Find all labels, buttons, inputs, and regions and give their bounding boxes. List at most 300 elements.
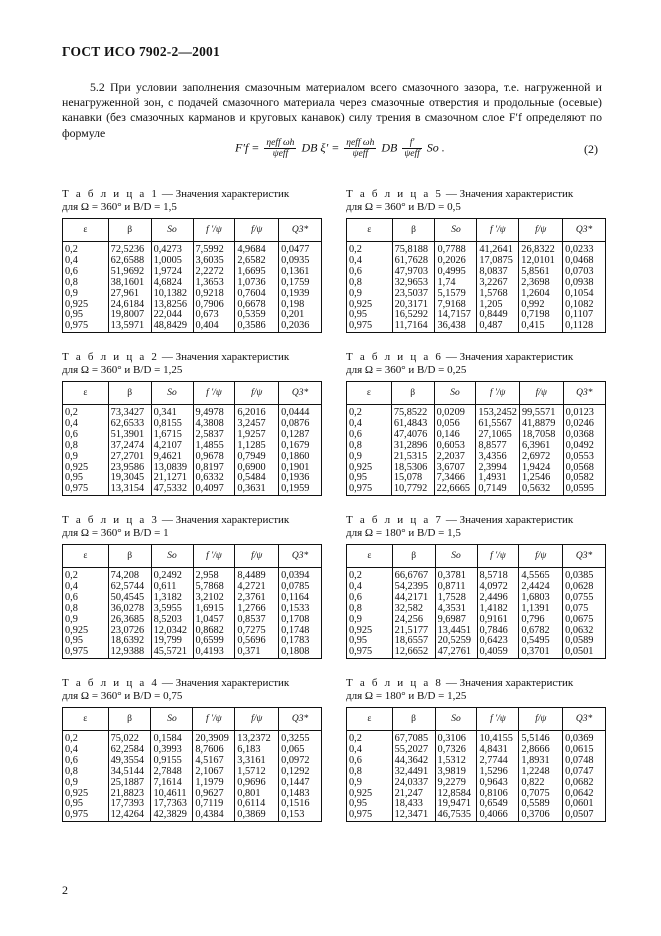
table-cell: 0,975: [347, 484, 392, 495]
table-cell: 0,4995: [435, 267, 477, 278]
table-cell: 8,8577: [476, 441, 520, 452]
table-cell: 3,9819: [435, 767, 477, 778]
table-cell: 0,0589: [563, 636, 606, 647]
table-header-row: [347, 219, 606, 242]
table-cell: 13,8256: [151, 300, 193, 311]
table-header-row: [63, 708, 322, 731]
table-cell: 1,1285: [235, 441, 279, 452]
table-cell: 0,1748: [279, 626, 322, 637]
table-row: [63, 321, 322, 332]
document-header: ГОСТ ИСО 7902-2—2001: [62, 44, 220, 59]
table-cell: 0,9: [63, 778, 109, 789]
table-cell: 12,3471: [392, 810, 435, 821]
table-label: Т а б л и ц а 5: [346, 188, 444, 200]
column-header: f ′/ψ: [193, 219, 235, 242]
table-cell: 0,7788: [435, 242, 477, 256]
table-cell: 2,6972: [519, 452, 563, 463]
table-cell: 0,611: [151, 582, 193, 593]
table-cell: 1,3653: [193, 278, 235, 289]
table-cell: 0,9155: [151, 756, 193, 767]
table-cell: 0,6332: [193, 473, 235, 484]
table-cell: 0,5484: [235, 473, 279, 484]
table-cell: 0,4273: [151, 242, 193, 256]
table-cell: 0,925: [63, 463, 109, 474]
table-cell: 0,1533: [279, 604, 322, 615]
table-cell: 24,256: [392, 615, 435, 626]
column-header: Q3*: [279, 708, 322, 731]
table-cell: 0,9696: [235, 778, 279, 789]
table-cell: 0,975: [63, 810, 109, 821]
table-cell: 0,3255: [279, 731, 322, 745]
table-cell: 0,2492: [151, 568, 193, 582]
column-header: f ′/ψ: [477, 219, 519, 242]
table-cell: 0,4059: [477, 647, 519, 658]
table-row: [347, 441, 606, 452]
table-row: [347, 810, 606, 821]
table-cell: 44,2171: [392, 593, 435, 604]
table-cell: 0,8: [347, 767, 393, 778]
table-cell: 0,95: [63, 636, 109, 647]
table-cell: 0,8682: [193, 626, 235, 637]
table-cell: 18,5306: [391, 463, 434, 474]
table-cell: 45,5721: [151, 647, 193, 658]
table-cell: 6,2016: [235, 405, 279, 419]
column-header: f/ψ: [519, 382, 563, 405]
table-cell: 0,2: [63, 568, 109, 582]
table-cell: 0,4: [63, 582, 109, 593]
table-cell: 0,1783: [279, 636, 322, 647]
table-cell: 32,9653: [392, 278, 435, 289]
table-cell: 0,1679: [279, 441, 322, 452]
table-cell: 0,0492: [563, 441, 605, 452]
table-row: [63, 604, 322, 615]
table-cell: 55,2027: [392, 745, 435, 756]
table-cell: 1,5296: [477, 767, 519, 778]
table-cell: 0,2: [63, 242, 109, 256]
formula-fraction-2: [344, 138, 376, 159]
column-header: f/ψ: [235, 708, 279, 731]
table-cell: 12,0101: [519, 256, 563, 267]
table-cell: 0,6423: [477, 636, 519, 647]
table-cell: 0,1808: [279, 647, 322, 658]
table-condition: для Ω = 360° и B/D = 0,5: [346, 201, 461, 213]
table-cell: 3,6707: [434, 463, 476, 474]
table-cell: 0,8: [347, 278, 393, 289]
table-cell: 0,0507: [563, 810, 606, 821]
table-cell: 17,7393: [108, 799, 151, 810]
table-cell: 0,8: [347, 604, 393, 615]
table-cell: 0,992: [519, 300, 563, 311]
table-cell: 0,3701: [519, 647, 563, 658]
table-cell: 54,2395: [392, 582, 435, 593]
table-cell: 6,3961: [519, 441, 563, 452]
table-cell: 0,9: [347, 289, 393, 300]
column-header: So: [435, 708, 477, 731]
table-cell: 1,9424: [519, 463, 563, 474]
table-cell: 31,2896: [391, 441, 434, 452]
table-row: [347, 647, 606, 658]
table-cell: 0,3586: [235, 321, 279, 332]
table-cell: 0,801: [235, 789, 279, 800]
table-cell: 0,5696: [235, 636, 279, 647]
table-cell: 0,1516: [279, 799, 322, 810]
column-header: β: [108, 545, 151, 568]
table-cell: 10,1382: [151, 289, 193, 300]
column-header: ε: [63, 219, 109, 242]
table-cell: 0,8: [63, 441, 109, 452]
table-cell: 36,438: [435, 321, 477, 332]
table-cell: 49,3554: [108, 756, 151, 767]
data-table: [346, 381, 606, 496]
table-cell: 0,1708: [279, 615, 322, 626]
table-cell: 0,0568: [563, 463, 605, 474]
table-row: [347, 568, 606, 582]
table-cell: 0,9627: [193, 789, 235, 800]
table-cell: 3,4356: [476, 452, 520, 463]
table-header-row: [63, 219, 322, 242]
table-label: Т а б л и ц а 8: [346, 677, 444, 689]
data-table: [346, 218, 606, 333]
column-header: β: [392, 219, 435, 242]
table-cell: 0,8: [347, 441, 392, 452]
column-header: ε: [347, 708, 393, 731]
table-cell: 0,0595: [563, 484, 605, 495]
table-cell: 41,8879: [519, 419, 563, 430]
table-cell: 2,6582: [235, 256, 279, 267]
table-cell: 0,7846: [477, 626, 519, 637]
table-cell: 0,1361: [279, 267, 322, 278]
table-cell: 8,0837: [477, 267, 519, 278]
table-title: — Значения характеристик: [443, 677, 574, 689]
table-cell: 12,4264: [108, 810, 151, 821]
table-cell: 21,5177: [392, 626, 435, 637]
equation-number: (2): [584, 142, 598, 156]
table-cell: 0,056: [434, 419, 476, 430]
table-cell: 13,0839: [151, 463, 193, 474]
table-cell: 0,9218: [193, 289, 235, 300]
table-cell: 36,0278: [108, 604, 151, 615]
table-cell: 66,6767: [392, 568, 435, 582]
table-cell: 0,1287: [279, 430, 322, 441]
table-cell: 12,9388: [108, 647, 151, 658]
table-cell: 0,7075: [519, 789, 563, 800]
column-header: f ′/ψ: [476, 382, 520, 405]
formula-middle-2: DB: [381, 140, 398, 155]
table-cell: 0,7906: [193, 300, 235, 311]
table-row: [347, 278, 606, 289]
table-cell: 0,9161: [477, 615, 519, 626]
table-cell: 0,5495: [519, 636, 563, 647]
table-cell: 22,044: [151, 310, 193, 321]
table-cell: 10,7792: [391, 484, 434, 495]
table-row: [347, 242, 606, 256]
table-cell: 14,7157: [435, 310, 477, 321]
table-cell: 1,1979: [193, 778, 235, 789]
table-cell: 27,2701: [108, 452, 151, 463]
table-caption: [62, 351, 322, 379]
table-cell: 23,0726: [108, 626, 151, 637]
table-cell: 24,0337: [392, 778, 435, 789]
table-cell: 0,9: [347, 778, 393, 789]
table-header-row: [347, 708, 606, 731]
table-cell: 22,6665: [434, 484, 476, 495]
table-cell: 0,8449: [477, 310, 519, 321]
table-cell: 0,0682: [563, 778, 606, 789]
table-cell: 9,4978: [193, 405, 235, 419]
table-cell: 0,0876: [279, 419, 322, 430]
table-row: [63, 767, 322, 778]
table-cell: 0,925: [347, 463, 392, 474]
table-cell: 0,95: [63, 310, 109, 321]
table-cell: 1,8931: [519, 756, 563, 767]
table-row: [347, 321, 606, 332]
table-cell: 0,1107: [563, 310, 606, 321]
table-cell: 3,5955: [151, 604, 193, 615]
table-cell: 47,5332: [151, 484, 193, 495]
table-cell: 0,8: [63, 278, 109, 289]
table-cell: 0,9643: [477, 778, 519, 789]
table-title: — Значения характеристик: [159, 514, 290, 526]
table-cell: 21,5315: [391, 452, 434, 463]
table-cell: 99,5571: [519, 405, 563, 419]
column-header: β: [391, 382, 434, 405]
table-cell: 0,3993: [151, 745, 193, 756]
table-cell: 38,1601: [108, 278, 151, 289]
table-cell: 0,4: [347, 582, 393, 593]
table-cell: 0,0615: [563, 745, 606, 756]
table-cell: 2,3761: [235, 593, 279, 604]
table-condition: для Ω = 360° и B/D = 1,5: [62, 201, 177, 213]
table-cell: 0,8: [63, 767, 109, 778]
column-header: β: [108, 708, 151, 731]
column-header: Q3*: [563, 545, 606, 568]
data-table: [346, 707, 606, 822]
table-row: [63, 278, 322, 289]
table-cell: 16,5292: [392, 310, 435, 321]
column-header: β: [392, 708, 435, 731]
table-cell: 5,8561: [519, 267, 563, 278]
column-header: f/ψ: [235, 219, 279, 242]
table-cell: 18,6557: [392, 636, 435, 647]
table-cell: 74,208: [108, 568, 151, 582]
table-cell: 0,0553: [563, 452, 605, 463]
table-cell: 4,5167: [193, 756, 235, 767]
table-cell: 1,6915: [193, 604, 235, 615]
table-cell: 1,0736: [235, 278, 279, 289]
table-cell: 4,2721: [235, 582, 279, 593]
table-cell: 1,205: [477, 300, 519, 311]
table-cell: 0,7949: [235, 452, 279, 463]
table-cell: 0,0628: [563, 582, 606, 593]
table-cell: 0,6: [347, 756, 393, 767]
table-row: [63, 289, 322, 300]
table-cell: 0,6: [347, 430, 392, 441]
table-row: [347, 289, 606, 300]
formula-fraction-3-numerator: f′: [402, 138, 421, 149]
table-cell: 0,0632: [563, 626, 606, 637]
table-cell: 0,8537: [235, 615, 279, 626]
table-block-7: [62, 677, 322, 822]
table-cell: 4,6824: [151, 278, 193, 289]
column-header: f/ψ: [235, 545, 279, 568]
table-cell: 0,1584: [151, 731, 193, 745]
table-cell: 1,4931: [476, 473, 520, 484]
table-cell: 0,198: [279, 300, 322, 311]
table-cell: 4,3531: [435, 604, 477, 615]
table-cell: 0,95: [63, 799, 109, 810]
table-block-1: [62, 188, 322, 333]
table-row: [63, 452, 322, 463]
table-cell: 0,8106: [477, 789, 519, 800]
table-cell: 2,1067: [193, 767, 235, 778]
table-cell: 4,8431: [477, 745, 519, 756]
table-cell: 0,6114: [235, 799, 279, 810]
table-cell: 46,7535: [435, 810, 477, 821]
table-cell: 8,7606: [193, 745, 235, 756]
table-cell: 21,8823: [108, 789, 151, 800]
table-cell: 0,3781: [435, 568, 477, 582]
table-cell: 1,5312: [435, 756, 477, 767]
table-cell: 1,1391: [519, 604, 563, 615]
table-cell: 4,5565: [519, 568, 563, 582]
formula-fraction-2-numerator: ηeff ωh: [346, 138, 375, 148]
table-cell: 8,4489: [235, 568, 279, 582]
table-cell: 73,3427: [108, 405, 151, 419]
table-cell: 0,1959: [279, 484, 322, 495]
table-cell: 18,6392: [108, 636, 151, 647]
table-cell: 19,3045: [108, 473, 151, 484]
table-condition: для Ω = 360° и B/D = 1: [62, 527, 169, 539]
table-cell: 19,8007: [108, 310, 151, 321]
table-cell: 23,5037: [392, 289, 435, 300]
table-cell: 0,6: [347, 267, 393, 278]
table-caption: [346, 188, 606, 216]
table-cell: 0,341: [151, 405, 193, 419]
table-caption: [346, 677, 606, 705]
column-header: So: [151, 382, 193, 405]
table-cell: 17,7363: [151, 799, 193, 810]
table-cell: 0,4066: [477, 810, 519, 821]
column-header: So: [435, 219, 477, 242]
table-cell: 1,0457: [193, 615, 235, 626]
table-cell: 1,5712: [235, 767, 279, 778]
data-table: [346, 544, 606, 659]
table-cell: 5,1579: [435, 289, 477, 300]
table-condition: для Ω = 360° и B/D = 0,25: [346, 364, 467, 376]
column-header: So: [435, 545, 477, 568]
table-cell: 1,2766: [235, 604, 279, 615]
table-cell: 0,1483: [279, 789, 322, 800]
column-header: Q3*: [279, 382, 322, 405]
formula-tail: So .: [426, 140, 445, 155]
table-cell: 1,9257: [235, 430, 279, 441]
table-cell: 1,74: [435, 278, 477, 289]
table-cell: 0,4: [63, 256, 109, 267]
table-row: [63, 441, 322, 452]
table-row: [347, 767, 606, 778]
table-cell: 0,1292: [279, 767, 322, 778]
table-cell: 0,822: [519, 778, 563, 789]
table-cell: 3,2102: [193, 593, 235, 604]
table-cell: 3,2457: [235, 419, 279, 430]
table-cell: 0,7275: [235, 626, 279, 637]
table-cell: 1,2604: [519, 289, 563, 300]
column-header: f/ψ: [519, 708, 563, 731]
table-cell: 7,3466: [434, 473, 476, 484]
table-cell: 0,1759: [279, 278, 322, 289]
table-cell: 4,2107: [151, 441, 193, 452]
table-condition: для Ω = 180° и B/D = 1,5: [346, 527, 461, 539]
table-cell: 18,7058: [519, 430, 563, 441]
table-cell: 61,4843: [391, 419, 434, 430]
table-cell: 20,3171: [392, 300, 435, 311]
table-cell: 0,0468: [563, 256, 606, 267]
table-cell: 0,2026: [435, 256, 477, 267]
data-table: [62, 381, 322, 496]
table-cell: 0,0368: [563, 430, 605, 441]
table-cell: 51,3901: [108, 430, 151, 441]
formula-fraction-3-denominator: ψeff: [404, 149, 420, 159]
table-cell: 1,3182: [151, 593, 193, 604]
table-cell: 0,1164: [279, 593, 322, 604]
table-cell: 1,6715: [151, 430, 193, 441]
column-header: ε: [63, 382, 109, 405]
table-cell: 1,4855: [193, 441, 235, 452]
table-cell: 27,1065: [476, 430, 520, 441]
table-cell: 6,183: [235, 745, 279, 756]
table-cell: 0,0935: [279, 256, 322, 267]
table-cell: 0,0209: [434, 405, 476, 419]
table-cell: 0,0675: [563, 615, 606, 626]
table-cell: 0,1128: [563, 321, 606, 332]
table-label: Т а б л и ц а 4: [62, 677, 160, 689]
section-paragraph: [62, 80, 602, 141]
column-header: Q3*: [563, 219, 606, 242]
table-cell: 0,2: [63, 731, 109, 745]
table-cell: 0,075: [563, 604, 606, 615]
table-cell: 13,4451: [435, 626, 477, 637]
table-cell: 17,0875: [477, 256, 519, 267]
table-cell: 0,95: [347, 799, 393, 810]
table-cell: 24,6184: [108, 300, 151, 311]
table-cell: 21,1271: [151, 473, 193, 484]
table-cell: 41,2641: [477, 242, 519, 256]
table-cell: 0,975: [347, 810, 393, 821]
table-cell: 47,9703: [392, 267, 435, 278]
table-cell: 5,7868: [193, 582, 235, 593]
table-cell: 62,6588: [108, 256, 151, 267]
table-cell: 1,0005: [151, 256, 193, 267]
table-cell: 0,2: [63, 405, 109, 419]
table-cell: 0,371: [235, 647, 279, 658]
table-cell: 0,925: [347, 626, 393, 637]
table-cell: 2,4424: [519, 582, 563, 593]
data-table: [62, 218, 322, 333]
table-cell: 0,9: [347, 452, 392, 463]
table-row: [347, 731, 606, 745]
table-cell: 0,95: [63, 473, 109, 484]
column-header: So: [151, 708, 193, 731]
table-title: — Значения характеристик: [443, 514, 574, 526]
table-row: [63, 731, 322, 745]
table-cell: 0,4: [63, 745, 109, 756]
table-cell: 1,6695: [235, 267, 279, 278]
table-cell: 67,7085: [392, 731, 435, 745]
table-cell: 0,975: [63, 484, 109, 495]
table-cell: 0,1860: [279, 452, 322, 463]
table-cell: 1,7528: [435, 593, 477, 604]
table-cell: 0,0972: [279, 756, 322, 767]
